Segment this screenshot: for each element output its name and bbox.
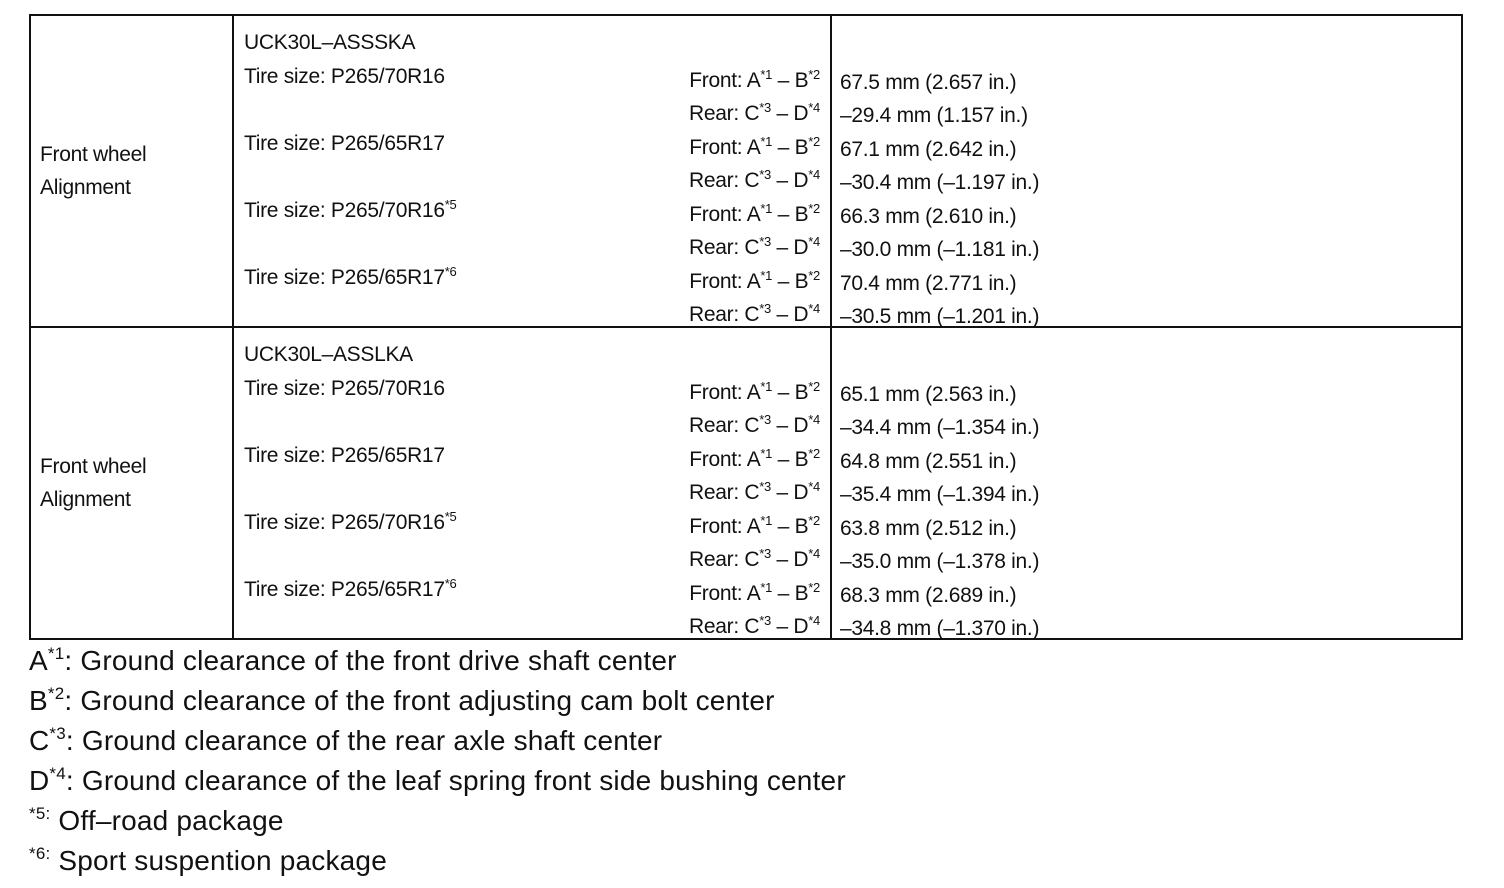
point-a: A <box>746 135 761 159</box>
measure-point: Rear: $C^{*3} - D^{*4}$ <box>688 234 820 259</box>
clearance-value: –35.0 mm (–1.378 in.) <box>840 550 1040 573</box>
point-separator: – <box>770 236 794 259</box>
point-b: B <box>794 380 809 404</box>
clearance-value: 66.3 mm (2.610 in.) <box>840 204 1017 228</box>
tire-footnote-mark: *5 <box>444 508 457 524</box>
footnote-text: Sport suspention package <box>50 845 387 876</box>
value-row <box>832 296 1461 330</box>
clearance-value: –29.4 mm (1.157 in.) <box>840 104 1028 127</box>
point-separator: – <box>770 548 794 571</box>
point-b: D <box>793 169 809 192</box>
point-b: D <box>793 236 809 259</box>
value-row <box>832 62 1461 96</box>
point-separator: – <box>770 481 794 504</box>
point-a: A <box>746 514 761 538</box>
clearance-value: –35.4 mm (–1.394 in.) <box>840 483 1040 506</box>
footnote-text: : Ground clearance of the front drive shaft center <box>64 645 677 676</box>
point-a-mark: *1 <box>760 267 773 283</box>
condition-row <box>234 441 830 475</box>
point-a-mark: *3 <box>759 167 771 182</box>
tire-size-text: Tire size: P265/65R17 <box>244 131 445 155</box>
footnote-text: : Ground clearance of the leaf spring front side bushing center <box>65 765 846 796</box>
clearance-value: –34.8 mm (–1.370 in.) <box>840 617 1040 640</box>
measure-point: Rear: $C^{*3} - D^{*4}$ <box>688 613 820 638</box>
footnote-letter: A <box>29 645 48 676</box>
footnote <box>29 801 1229 841</box>
tire-size <box>244 60 445 94</box>
measure-side: Front <box>689 581 737 605</box>
point-b-mark: *4 <box>808 167 820 182</box>
point-b-mark: *2 <box>808 267 820 283</box>
clearance-value: –34.4 mm (–1.354 in.) <box>840 416 1040 439</box>
footnote <box>29 721 1229 761</box>
footnote-mark: *3 <box>49 724 66 743</box>
measure-point: Front: $A^{*1} - B^{*2}$ <box>689 267 820 293</box>
measure-point: Rear: $C^{*3} - D^{*4}$ <box>688 412 820 437</box>
point-a: A <box>746 202 761 226</box>
footnote <box>29 761 1229 801</box>
footnote-text: : Ground clearance of the front adjusting cam bolt center <box>64 685 775 716</box>
point-b-mark: *4 <box>808 613 820 628</box>
values-cell <box>831 15 1462 327</box>
point-separator: – <box>772 380 795 404</box>
group-label-line2: Alignment <box>40 176 131 199</box>
tire-size-text: Tire size: P265/65R17 <box>244 265 445 289</box>
point-b-mark: *4 <box>808 479 820 494</box>
values-cell <box>831 327 1462 639</box>
point-a: C <box>744 414 760 437</box>
footnotes <box>29 641 1229 881</box>
point-b: D <box>793 303 809 326</box>
point-b: D <box>793 615 809 638</box>
point-a: A <box>746 581 761 605</box>
value-row <box>832 196 1461 230</box>
point-b-mark: *2 <box>808 579 820 595</box>
point-separator: – <box>772 447 795 471</box>
point-a-mark: *3 <box>759 301 771 316</box>
point-b-mark: *2 <box>808 133 820 149</box>
model-code: UCK30L–ASSLKA <box>244 343 413 366</box>
point-a: C <box>744 102 760 125</box>
point-b-mark: *2 <box>808 66 820 82</box>
clearance-value: 63.8 mm (2.512 in.) <box>840 516 1017 540</box>
point-b: B <box>794 269 809 293</box>
tire-size-text: Tire size: P265/70R16 <box>244 64 445 88</box>
point-b: B <box>794 68 809 92</box>
point-b-mark: *2 <box>808 445 820 461</box>
measure-side: Front <box>689 514 737 538</box>
tire-size <box>244 439 445 473</box>
condition-row <box>234 229 830 263</box>
condition-row <box>234 608 830 642</box>
point-separator: – <box>772 514 795 538</box>
group-label <box>31 138 232 204</box>
clearance-value: 68.3 mm (2.689 in.) <box>840 583 1017 607</box>
tire-size-text: Tire size: P265/70R16 <box>244 198 445 222</box>
measure-point: Rear: $C^{*3} - D^{*4}$ <box>688 301 820 326</box>
point-b: D <box>793 102 809 125</box>
conditions-cell <box>233 15 831 327</box>
conditions-cell <box>233 327 831 639</box>
measure-side: Front <box>689 447 737 471</box>
point-b-mark: *4 <box>808 100 820 115</box>
point-a: C <box>744 481 760 504</box>
clearance-value: 65.1 mm (2.563 in.) <box>840 382 1017 406</box>
tire-footnote-mark: *6 <box>444 263 457 279</box>
point-a-mark: *3 <box>759 100 771 115</box>
footnote-letter: C <box>29 725 50 756</box>
measure-side: Rear <box>688 615 734 638</box>
value-row <box>832 95 1461 129</box>
condition-row <box>234 508 830 542</box>
point-a: A <box>746 68 761 92</box>
measure-point: Front: $A^{*1} - B^{*2}$ <box>689 579 820 605</box>
measure-side: Front <box>689 269 737 293</box>
condition-row <box>234 263 830 297</box>
point-a: C <box>744 303 760 326</box>
footnote <box>29 641 1229 681</box>
tire-size-text: Tire size: P265/70R16 <box>244 376 445 400</box>
condition-row <box>234 374 830 408</box>
group-label-line1: Front wheel <box>40 455 147 478</box>
tire-size <box>244 194 456 228</box>
point-b: D <box>793 481 809 504</box>
point-b: D <box>793 414 809 437</box>
point-a: C <box>744 169 760 192</box>
point-a-mark: *3 <box>759 479 771 494</box>
condition-row <box>234 62 830 96</box>
measure-side: Front <box>689 202 737 226</box>
footnote-mark: *5: <box>29 804 51 823</box>
value-row <box>832 407 1461 441</box>
footnote-mark: *4 <box>49 764 66 783</box>
clearance-value: –30.4 mm (–1.197 in.) <box>840 171 1040 194</box>
clearance-value: 64.8 mm (2.551 in.) <box>840 449 1017 473</box>
tire-size <box>244 261 456 295</box>
point-b: B <box>794 514 809 538</box>
condition-row <box>234 296 830 330</box>
tire-size <box>244 573 456 607</box>
point-separator: – <box>770 414 794 437</box>
footnote-text: Off–road package <box>50 805 284 836</box>
clearance-value: 70.4 mm (2.771 in.) <box>840 271 1017 295</box>
condition-row <box>234 541 830 575</box>
measure-point: Front: $A^{*1} - B^{*2}$ <box>689 200 820 226</box>
value-row <box>832 441 1461 475</box>
point-separator: – <box>772 135 795 159</box>
tire-size <box>244 372 445 406</box>
condition-row <box>234 407 830 441</box>
footnote-letter: D <box>29 765 50 796</box>
footnote <box>29 841 1229 881</box>
tire-size-text: Tire size: P265/70R16 <box>244 510 445 534</box>
point-a-mark: *3 <box>759 412 771 427</box>
measure-point: Rear: $C^{*3} - D^{*4}$ <box>688 167 820 192</box>
value-row <box>832 608 1461 642</box>
footnote-letter: B <box>29 685 48 716</box>
tire-footnote-mark: *6 <box>444 575 457 591</box>
value-row <box>832 575 1461 609</box>
point-b: B <box>794 447 809 471</box>
tire-size-text: Tire size: P265/65R17 <box>244 577 445 601</box>
footnote-mark: *6: <box>29 844 51 863</box>
point-a: C <box>744 236 760 259</box>
measure-side: Front <box>689 68 737 92</box>
measure-point: Rear: $C^{*3} - D^{*4}$ <box>688 479 820 504</box>
measure-side: Rear <box>688 481 734 504</box>
spec-group-row <box>30 327 1462 639</box>
measure-point: Rear: $C^{*3} - D^{*4}$ <box>688 100 820 125</box>
model-code: UCK30L–ASSSKA <box>244 31 416 54</box>
clearance-value: 67.1 mm (2.642 in.) <box>840 137 1017 161</box>
point-a: A <box>746 447 761 471</box>
footnote-mark: *1 <box>47 644 65 663</box>
condition-row <box>234 95 830 129</box>
measure-point: Front: $A^{*1} - B^{*2}$ <box>689 378 820 404</box>
point-a-mark: *3 <box>759 234 771 249</box>
measure-side: Rear <box>688 169 734 192</box>
measure-point: Front: $A^{*1} - B^{*2}$ <box>689 512 820 538</box>
value-row <box>832 474 1461 508</box>
condition-row <box>234 129 830 163</box>
point-a: A <box>746 269 761 293</box>
point-a-mark: *3 <box>759 613 771 628</box>
measure-point: Rear: $C^{*3} - D^{*4}$ <box>688 546 820 571</box>
measure-side: Rear <box>688 102 734 125</box>
tire-footnote-mark: *5 <box>444 196 457 212</box>
clearance-value: –30.0 mm (–1.181 in.) <box>840 238 1040 261</box>
measure-side: Rear <box>688 548 734 571</box>
measure-side: Rear <box>688 303 734 326</box>
footnote <box>29 681 1229 721</box>
point-a-mark: *1 <box>760 512 773 528</box>
condition-row <box>234 162 830 196</box>
point-separator: – <box>770 303 794 326</box>
point-separator: – <box>772 202 795 226</box>
point-b-mark: *2 <box>808 200 820 216</box>
point-a-mark: *3 <box>759 546 771 561</box>
measure-side: Front <box>689 380 737 404</box>
footnote-text: : Ground clearance of the rear axle shaft center <box>65 725 663 756</box>
point-b: B <box>794 581 809 605</box>
measure-point: Front: $A^{*1} - B^{*2}$ <box>689 66 820 92</box>
group-label-cell <box>30 15 233 327</box>
measure-point: Front: $A^{*1} - B^{*2}$ <box>689 445 820 471</box>
point-b-mark: *2 <box>808 512 820 528</box>
tire-size-text: Tire size: P265/65R17 <box>244 443 445 467</box>
point-a-mark: *1 <box>760 200 773 216</box>
condition-row <box>234 474 830 508</box>
point-separator: – <box>772 68 795 92</box>
point-b-mark: *2 <box>808 378 820 394</box>
group-label-line1: Front wheel <box>40 143 147 166</box>
point-a-mark: *1 <box>760 378 773 394</box>
value-row <box>832 162 1461 196</box>
point-b: D <box>793 548 809 571</box>
value-row <box>832 263 1461 297</box>
value-row <box>832 374 1461 408</box>
measure-side: Rear <box>688 414 734 437</box>
point-separator: – <box>772 581 795 605</box>
group-label-line2: Alignment <box>40 488 131 511</box>
measure-side: Front <box>689 135 737 159</box>
point-b: B <box>794 135 809 159</box>
point-b-mark: *4 <box>808 412 820 427</box>
measure-side: Rear <box>688 236 734 259</box>
value-row <box>832 508 1461 542</box>
point-a: C <box>744 615 760 638</box>
point-separator: – <box>770 102 794 125</box>
point-a-mark: *1 <box>760 579 773 595</box>
condition-row <box>234 575 830 609</box>
point-b: B <box>794 202 809 226</box>
point-separator: – <box>770 169 794 192</box>
point-a-mark: *1 <box>760 133 773 149</box>
tire-size <box>244 506 456 540</box>
point-a: A <box>746 380 761 404</box>
point-separator: – <box>770 615 794 638</box>
condition-row <box>234 196 830 230</box>
point-separator: – <box>772 269 795 293</box>
alignment-spec-table <box>29 14 1463 640</box>
point-a-mark: *1 <box>760 445 773 461</box>
tire-size <box>244 127 445 161</box>
spec-group-row <box>30 15 1462 327</box>
footnote-mark: *2 <box>47 684 65 703</box>
point-b-mark: *4 <box>808 234 820 249</box>
point-a-mark: *1 <box>760 66 773 82</box>
group-label <box>31 450 232 516</box>
point-b-mark: *4 <box>808 546 820 561</box>
measure-point: Front: $A^{*1} - B^{*2}$ <box>689 133 820 159</box>
value-row <box>832 129 1461 163</box>
value-row <box>832 541 1461 575</box>
point-b-mark: *4 <box>808 301 820 316</box>
value-row <box>832 229 1461 263</box>
group-label-cell <box>30 327 233 639</box>
point-a: C <box>744 548 760 571</box>
clearance-value: –30.5 mm (–1.201 in.) <box>840 305 1040 328</box>
clearance-value: 67.5 mm (2.657 in.) <box>840 70 1017 94</box>
